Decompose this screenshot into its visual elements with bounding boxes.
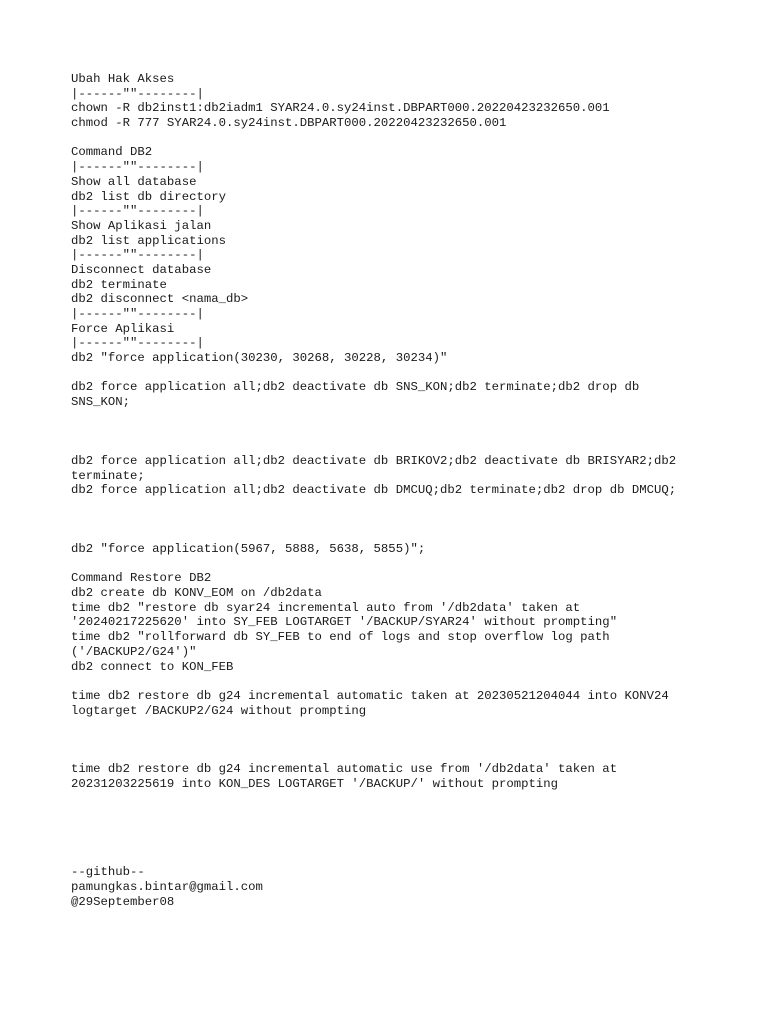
document-line: Force Aplikasi	[71, 321, 175, 336]
document-line	[71, 366, 711, 381]
document-line: |------""--------|	[71, 248, 204, 263]
document-line	[71, 733, 711, 748]
document-line	[71, 513, 711, 528]
document-line: chmod -R 777 SYAR24.0.sy24inst.DBPART000.20220423232650.001	[71, 116, 507, 131]
document-line: db2 create db KONV_EOM on /db2data	[71, 586, 322, 601]
document-line	[71, 527, 711, 542]
document-line: pamungkas.bintar@gmail.com	[71, 879, 263, 894]
document-line: db2 terminate	[71, 277, 167, 292]
document-line	[71, 806, 711, 821]
document-line	[71, 131, 711, 146]
document-line: logtarget /BACKUP2/G24 without prompting	[71, 703, 367, 718]
document-line: Disconnect database	[71, 262, 212, 277]
document-line: '20240217225620' into SY_FEB LOGTARGET '/BACKUP/SYAR24' without prompting"	[71, 615, 618, 630]
document-line: Show all database	[71, 174, 197, 189]
document-line: time db2 "rollforward db SY_FEB to end of logs and stop overflow log path	[71, 630, 610, 645]
document-line	[71, 439, 711, 454]
document-line: time db2 restore db g24 incremental automatic taken at 20230521204044 into KONV24	[71, 688, 669, 703]
document-line: db2 force application all;db2 deactivate db BRIKOV2;db2 deactivate db BRISYAR2;db2	[71, 453, 677, 468]
document-line: 20231203225619 into KON_DES LOGTARGET '/BACKUP/' without prompting	[71, 777, 559, 791]
document-line: |------""--------|	[71, 160, 204, 175]
document-line: db2 force application all;db2 deactivate db DMCUQ;db2 terminate;db2 drop db DMCUQ;	[71, 483, 677, 498]
document-line: time db2 "restore db syar24 incremental auto from '/db2data' taken at	[71, 600, 581, 615]
document-body	[71, 72, 711, 909]
document-line: terminate;	[71, 468, 145, 483]
document-line: db2 "force application(5967, 5888, 5638, 5855)";	[71, 542, 426, 556]
document-line: Show Aplikasi jalan	[71, 218, 212, 233]
document-line	[71, 410, 711, 425]
document-line: |------""--------|	[71, 307, 204, 321]
document-line: chown -R db2inst1:db2iadm1 SYAR24.0.sy24inst.DBPART000.20220423232650.001	[71, 101, 610, 116]
document-line: |------""--------|	[71, 204, 204, 219]
document-line	[71, 836, 711, 851]
document-line	[71, 821, 711, 836]
document-line: SNS_KON;	[71, 395, 131, 410]
document-line: |------""--------|	[71, 86, 204, 101]
document-line	[71, 850, 711, 865]
document-line: --github--	[71, 865, 145, 880]
document-line: db2 "force application(30230, 30268, 30228, 30234)"	[71, 351, 448, 366]
document-line: db2 disconnect <nama_db>	[71, 292, 249, 307]
document-line	[71, 674, 711, 689]
document-line: |------""--------|	[71, 336, 204, 351]
document-line	[71, 748, 711, 763]
document-line	[71, 557, 711, 572]
document-line: time db2 restore db g24 incremental automatic use from '/db2data' taken at	[71, 762, 618, 777]
document-line	[71, 718, 711, 733]
document-line: db2 list applications	[71, 233, 226, 248]
document-line: db2 connect to KON_FEB	[71, 659, 234, 674]
document-line: db2 list db directory	[71, 189, 226, 204]
document-line: @29September08	[71, 894, 175, 909]
document-line	[71, 425, 711, 440]
document-line	[71, 498, 711, 513]
document-line	[71, 792, 711, 807]
document-line: Command DB2	[71, 145, 153, 160]
document-line: db2 force application all;db2 deactivate db SNS_KON;db2 terminate;db2 drop db	[71, 380, 640, 395]
document-line: ('/BACKUP2/G24')"	[71, 644, 197, 659]
document-line: Ubah Hak Akses	[71, 72, 175, 86]
document-line: Command Restore DB2	[71, 571, 212, 586]
